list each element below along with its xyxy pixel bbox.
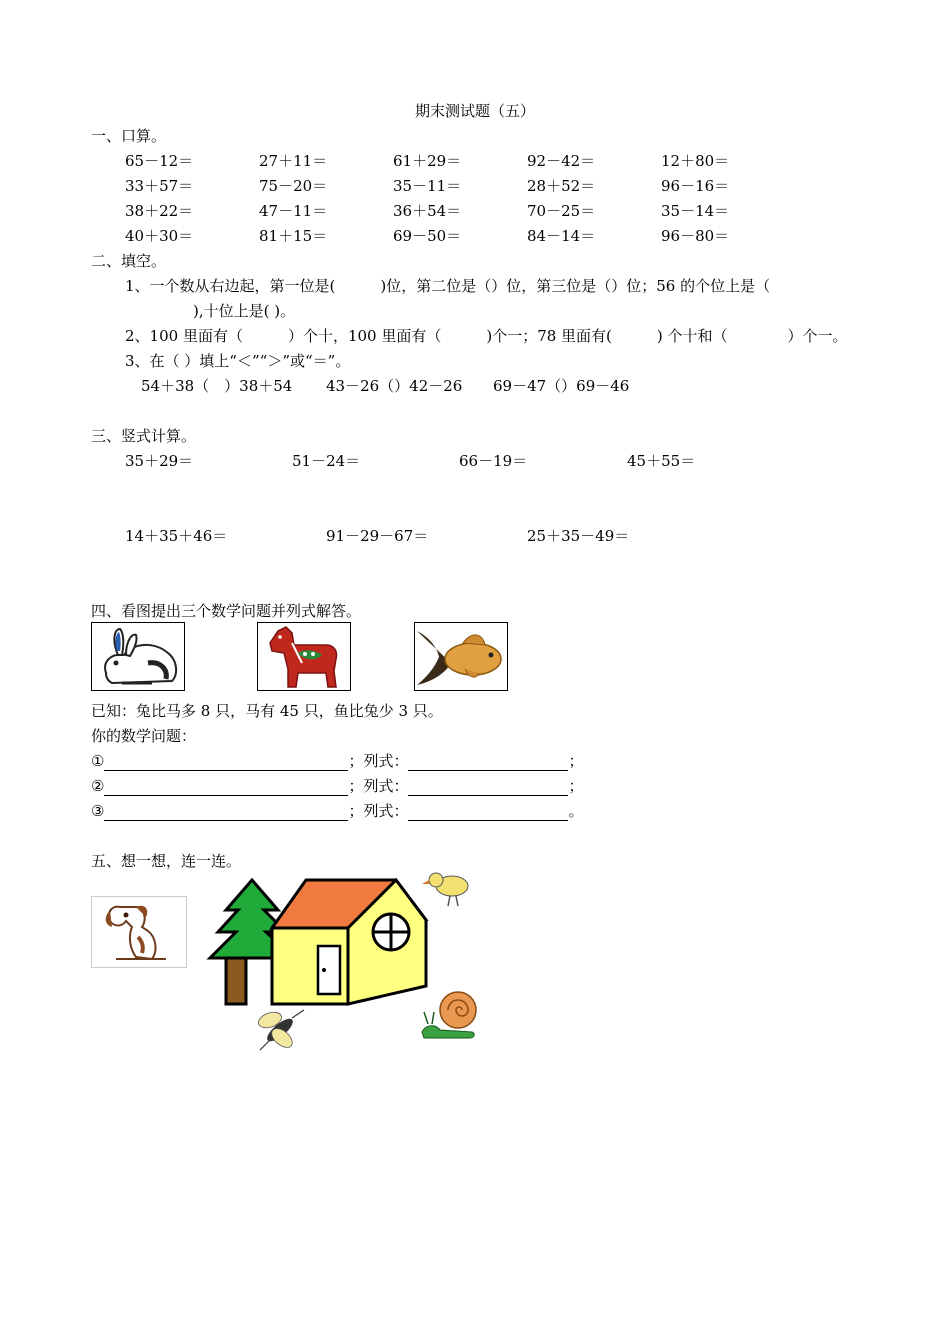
question-marker: ② [91,777,105,795]
question-marker: ① [91,752,105,770]
vertical-calc-item: 91－29－67＝ [326,527,429,545]
oral-calc-item: 38＋22＝ [125,202,194,220]
answer-row-1 [91,751,583,771]
question-blank[interactable] [104,804,348,821]
formula-label: ；列式： [348,777,409,795]
formula-blank[interactable] [408,754,568,771]
section5-heading: 五、想一想，连一连。 [91,852,242,870]
row-ending: ； [568,752,584,770]
formula-label: ；列式： [348,802,409,820]
oral-calc-item: 75－20＝ [259,177,328,195]
oral-calc-item: 27＋11＝ [259,152,328,170]
bee-icon [256,1009,304,1051]
page-title: 期末测试题（五） [414,102,535,120]
answer-row-2 [91,776,583,796]
oral-calc-item: 92－42＝ [527,152,596,170]
vertical-calc-item: 66－19＝ [459,452,528,470]
snail-icon [422,992,476,1038]
question-blank[interactable] [104,754,348,771]
chick-icon [422,873,468,906]
vertical-calc-item: 25＋35－49＝ [527,527,630,545]
compare-item: 69－47（）69－46 [493,377,630,395]
dog-icon [109,907,156,959]
oral-calc-item: 40＋30＝ [125,227,194,245]
compare-item: 43－26（）42－26 [326,377,463,395]
rabbit-picture [91,622,185,691]
section1-heading: 一、口算。 [91,127,167,145]
fish-picture [414,622,508,691]
section3-heading: 三、竖式计算。 [91,427,197,445]
vertical-calc-item: 45＋55＝ [627,452,696,470]
fill-q2: 2、100 里面有（ ）个十，100 里面有（ )个一；78 里面有( ) 个十和（ ）个一。 [125,327,848,345]
house-icon [272,880,426,1004]
oral-calc-item: 65－12＝ [125,152,194,170]
fish-icon [445,643,501,675]
oral-calc-item: 12＋80＝ [661,152,730,170]
answer-row-3 [91,801,583,821]
oral-calc-item: 35－11＝ [393,177,462,195]
oral-calc-item: 81＋15＝ [259,227,328,245]
row-ending: 。 [568,802,584,820]
formula-blank[interactable] [408,779,568,796]
oral-calc-item: 61＋29＝ [393,152,462,170]
horse-picture [257,622,351,691]
fill-q1-line2: ),十位上是( )。 [193,302,296,320]
vertical-calc-item: 35＋29＝ [125,452,194,470]
scene-drawing [200,870,490,1060]
oral-calc-item: 96－16＝ [661,177,730,195]
oral-calc-item: 96－80＝ [661,227,730,245]
question-marker: ③ [91,802,105,820]
section4-heading: 四、看图提出三个数学问题并列式解答。 [91,602,362,620]
question-blank[interactable] [104,779,348,796]
compare-item: 54＋38（ ）38＋54 [141,377,293,395]
fill-q3: 3、在（ ）填上“＜”“＞”或“＝”。 [125,352,351,370]
section2-heading: 二、填空。 [91,252,167,270]
oral-calc-item: 70－25＝ [527,202,596,220]
oral-calc-item: 33＋57＝ [125,177,194,195]
oral-calc-item: 47－11＝ [259,202,328,220]
question-prompt: 你的数学问题： [91,727,197,745]
vertical-calc-item: 14＋35＋46＝ [125,527,228,545]
vertical-calc-item: 51－24＝ [292,452,361,470]
row-ending: ； [568,777,584,795]
oral-calc-item: 36＋54＝ [393,202,462,220]
oral-calc-item: 84－14＝ [527,227,596,245]
known-conditions: 已知：兔比马多 8 只，马有 45 只，鱼比兔少 3 只。 [91,702,443,720]
oral-calc-item: 28＋52＝ [527,177,596,195]
oral-calc-item: 35－14＝ [661,202,730,220]
formula-label: ；列式： [348,752,409,770]
formula-blank[interactable] [408,804,568,821]
dog-picture [91,896,187,968]
oral-calc-item: 69－50＝ [393,227,462,245]
fill-q1-line1: 1、一个数从右边起，第一位是( )位，第二位是（）位，第三位是（）位；56 的个位上是（ [125,277,771,295]
